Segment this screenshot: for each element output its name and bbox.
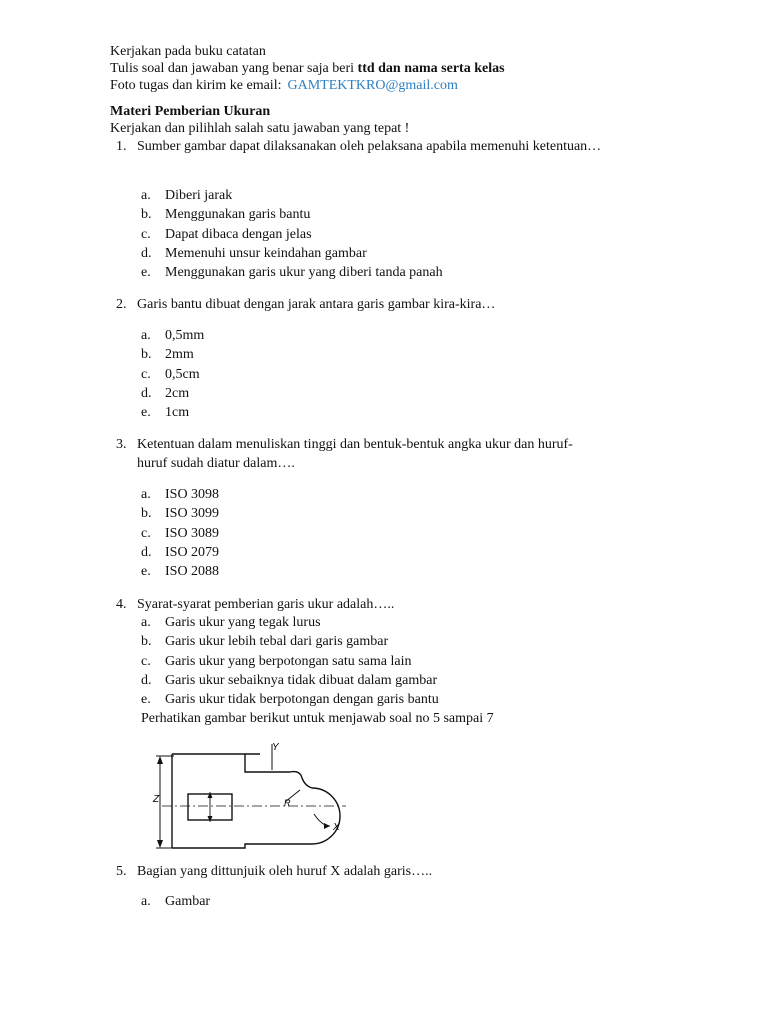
outline-arc [312,788,340,844]
option-item[interactable] [141,504,219,523]
option-text: 0,5cm [165,366,200,382]
option-text: Menggunakan garis ukur yang diberi tanda panah [165,265,443,281]
option-letter: d. [141,672,152,688]
option-letter: e. [141,265,151,281]
option-text: 2mm [165,347,194,363]
question-2-options [141,326,204,422]
x-pointer-line [314,814,330,826]
option-item[interactable] [141,632,439,651]
question-text: Bagian yang dittunjuik oleh huruf X adalah garis….. [137,864,433,879]
option-item[interactable] [141,652,439,671]
question-5-options [141,892,210,911]
question-number: 2. [116,297,127,312]
option-text: Garis ukur lebih tebal dari garis gambar [165,634,389,650]
figure-instruction: Perhatikan gambar berikut untuk menjawab soal no 5 sampai 7 [141,711,494,726]
option-letter: d. [141,385,152,401]
option-item[interactable] [141,403,204,422]
question-3 [116,435,620,473]
option-text: Garis ukur yang tegak lurus [165,615,321,630]
option-text: ISO 2079 [165,544,220,560]
option-item[interactable] [141,244,443,263]
option-text: Diberi jarak [165,188,233,203]
question-number: 3. [116,437,127,452]
option-text: Dapat dibaca dengan jelas [165,226,312,242]
outline-step-top [245,754,290,772]
option-item[interactable] [141,205,443,224]
arrow-top [157,756,163,764]
email-link[interactable]: GAMTEKTKRO@gmail.com [287,78,458,93]
option-item[interactable] [141,225,443,244]
option-text: Garis ukur sebaiknya tidak dibuat dalam gambar [165,672,438,688]
option-text: ISO 3099 [165,506,220,522]
option-text: 2cm [165,385,190,401]
email-prefix: Foto tugas dan kirim ke email: [110,78,282,93]
instruction-line-2-bold: ttd dan nama serta kelas [357,61,505,76]
label-z: Z [153,794,160,805]
option-item[interactable] [141,543,219,562]
arrow-bottom [157,840,163,848]
outline-bottom [172,844,312,848]
option-item[interactable] [141,384,204,403]
question-text: Garis bantu dibuat dengan jarak antara garis gambar kira-kira… [137,297,496,312]
label-y: Y [272,742,279,753]
option-item[interactable] [141,562,219,581]
option-letter: c. [141,226,151,242]
question-text-line-1: Ketentuan dalam menuliskan tinggi dan bentuk-bentuk angka ukur dan huruf- [137,437,573,452]
technical-drawing-svg [150,740,350,852]
option-text: Garis ukur tidak berpotongan dengan garis bantu [165,692,439,708]
option-item[interactable] [141,263,443,282]
option-text: Memenuhi unsur keindahan gambar [165,245,367,261]
question-1-options [141,186,443,282]
option-letter: a. [141,487,151,502]
option-letter: c. [141,525,151,541]
instruction-line-2-normal: Tulis soal dan jawaban yang benar saja beri [110,61,358,76]
option-text: Gambar [165,894,211,909]
option-item[interactable] [141,345,204,364]
arrow-x [324,823,330,829]
option-text: 0,5mm [165,328,205,343]
option-letter: d. [141,245,152,261]
question-1 [116,137,620,156]
instruction-line-1: Kerjakan pada buku catatan [110,44,266,59]
question-number: 5. [116,864,127,879]
option-item[interactable] [141,485,219,504]
option-letter: b. [141,506,152,522]
section-instruction: Kerjakan dan pilihlah salah satu jawaban yang tepat ! [110,121,410,136]
question-4-options [141,613,439,709]
option-text: Menggunakan garis bantu [165,207,311,223]
option-letter: a. [141,328,151,343]
option-letter: b. [141,347,152,363]
option-letter: a. [141,894,151,909]
option-item[interactable] [141,613,439,632]
instruction-line-3 [110,77,458,95]
option-item[interactable] [141,690,439,709]
option-item[interactable] [141,524,219,543]
option-letter: e. [141,405,151,421]
option-letter: c. [141,366,151,382]
option-item[interactable] [141,365,204,384]
question-5 [116,862,620,881]
instruction-line-2 [110,60,505,78]
option-text: Garis ukur yang berpotongan satu sama lain [165,653,412,669]
option-letter: b. [141,634,152,650]
outline-notch [290,772,312,788]
question-text-line-2: huruf sudah diatur dalam…. [137,456,295,471]
question-number: 1. [116,139,127,154]
option-item[interactable] [141,671,439,690]
technical-drawing [150,740,350,852]
question-2 [116,295,620,314]
arrow-inner-bottom [208,816,213,822]
option-letter: e. [141,692,151,708]
option-text: ISO 2088 [165,564,220,580]
question-3-options [141,485,219,581]
option-letter: d. [141,544,152,560]
option-item[interactable] [141,186,443,205]
option-text: ISO 3098 [165,487,220,502]
label-x: X [333,822,340,833]
option-item[interactable] [141,326,204,345]
question-text: Syarat-syarat pemberian garis ukur adalah….. [137,597,395,612]
arrow-inner-top [208,792,213,798]
option-item[interactable] [141,892,210,911]
option-text: ISO 3089 [165,525,220,541]
option-letter: b. [141,207,152,223]
option-letter: a. [141,188,151,203]
option-letter: e. [141,564,151,580]
question-number: 4. [116,597,127,612]
question-text: Sumber gambar dapat dilaksanakan oleh pelaksana apabila memenuhi ketentuan… [137,139,602,154]
section-title: Materi Pemberian Ukuran [110,104,271,119]
question-4 [116,595,620,614]
option-letter: a. [141,615,151,630]
option-text: 1cm [165,405,190,421]
option-letter: c. [141,653,151,669]
label-r: R [284,798,291,808]
